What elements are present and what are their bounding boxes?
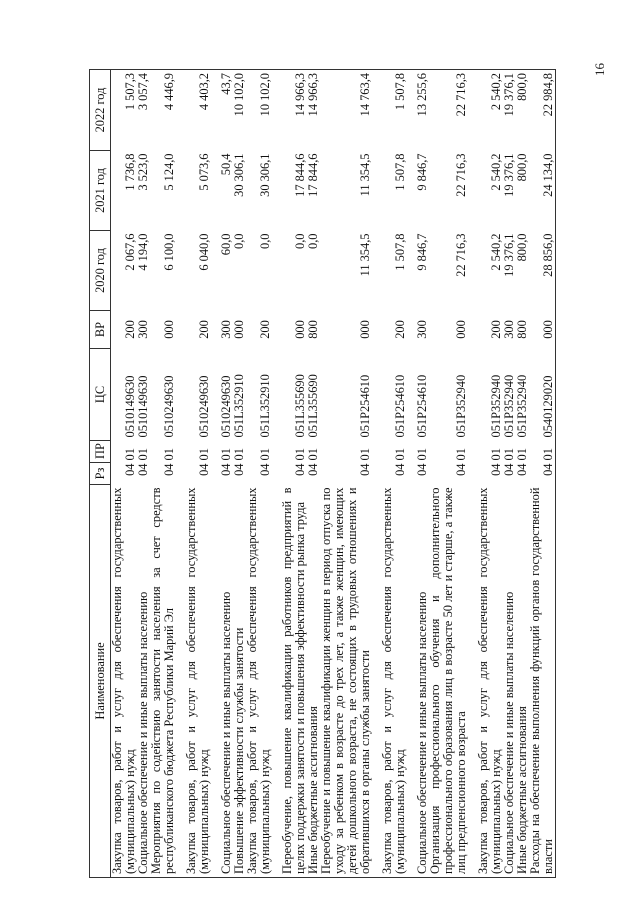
row-rz: 04 — [136, 463, 150, 476]
table-row — [429, 70, 468, 878]
row-2020: 0,0 — [306, 233, 320, 249]
row-name: Повышение эффективности службы занятости — [233, 485, 246, 878]
row-2022: 2 540,2 — [477, 70, 503, 151]
header-cs: ЦС — [90, 349, 111, 441]
row-rz: 04 — [258, 463, 272, 476]
row-2021: 3 523,0 — [136, 153, 150, 191]
row-2022: 1 507,3 — [111, 70, 138, 151]
row-2021: 24 134,0 — [529, 151, 556, 231]
row-vr: 300 — [415, 320, 429, 339]
row-pr: 01 — [358, 448, 372, 461]
table-row — [185, 70, 211, 878]
row-2022: 14 763,4 — [320, 70, 372, 151]
row-pr: 01 — [232, 448, 246, 461]
row-rz: 04 — [219, 463, 233, 476]
row-rz: 04 — [502, 463, 516, 476]
row-2022: 3 057,4 — [137, 70, 150, 151]
row-pr: 01 — [454, 448, 468, 461]
row-vr: 000 — [358, 320, 372, 339]
table-row — [529, 70, 556, 878]
row-pr: 01 — [123, 448, 137, 461]
spacer-cell — [372, 311, 381, 349]
spacer-cell — [372, 231, 381, 311]
header-2022: 2022 год — [90, 70, 111, 151]
header-2021: 2021 год — [90, 151, 111, 231]
row-2020: 2 067,6 — [123, 233, 137, 271]
row-2020: 6 100,0 — [162, 233, 176, 271]
row-2020: 60,0 — [219, 233, 233, 256]
row-2021: 17 844,6 — [306, 153, 320, 197]
spacer-cell — [468, 463, 477, 485]
row-2022: 13 255,6 — [416, 70, 429, 151]
row-2021: 1 736,8 — [123, 153, 137, 191]
header-vr: ВР — [90, 311, 111, 349]
row-name: Закупка товаров, работ и услуг для обеспечения государственных (муниципальных) нужд — [246, 485, 272, 878]
row-2022: 14 966,3 — [307, 70, 320, 151]
row-cs: 051P254610 — [415, 374, 429, 438]
row-2022: 1 507,8 — [381, 70, 407, 151]
row-2021: 17 844,6 — [293, 153, 307, 197]
table-row — [246, 70, 272, 878]
row-cs: 0510249630 — [219, 375, 233, 438]
spacer-cell — [272, 441, 281, 463]
spacer-cell — [372, 349, 381, 441]
row-2022: 14 966,3 — [281, 70, 307, 151]
row-pr: 01 — [502, 448, 516, 461]
spacer-cell — [176, 311, 185, 349]
row-name: Закупка товаров, работ и услуг для обеспечения государственных (муниципальных) нужд — [381, 485, 407, 878]
row-name: Закупка товаров, работ и услуг для обеспечения государственных (муниципальных) нужд — [477, 485, 503, 878]
row-2022: 4 403,2 — [185, 70, 211, 151]
row-2020: 11 354,5 — [358, 233, 372, 277]
row-cs: 0510149630 — [136, 375, 150, 438]
row-name: Иные бюджетные ассигнования — [307, 485, 320, 878]
header-2020: 2020 год — [90, 231, 111, 311]
row-pr: 01 — [306, 448, 320, 461]
row-2022: 10 102,0 — [233, 70, 246, 151]
row-name: Иные бюджетные ассигнования — [516, 485, 529, 878]
table-row — [281, 70, 307, 878]
spacer-cell — [272, 231, 281, 311]
table-row — [111, 70, 138, 878]
row-vr: 300 — [219, 320, 233, 339]
row-rz: 04 — [489, 463, 503, 476]
row-rz: 04 — [162, 463, 176, 476]
spacer-cell — [372, 463, 381, 485]
row-name: Переобучение, повышение квалификации работников предприятий в целях поддержки занятости и повышения эффективности рынка труда — [281, 485, 307, 878]
spacer-cell — [272, 349, 281, 441]
row-cs: 051P254610 — [393, 374, 407, 438]
row-rz: 04 — [232, 463, 246, 476]
row-rz: 04 — [415, 463, 429, 476]
row-rz: 04 — [358, 463, 372, 476]
row-vr: 300 — [136, 320, 150, 339]
row-2021: 9 846,7 — [415, 153, 429, 191]
row-2022: 19 376,1 — [503, 70, 516, 151]
row-cs: 051L355690 — [293, 374, 307, 438]
row-2021: 50,4 — [219, 153, 233, 176]
row-rz: 04 — [393, 463, 407, 476]
budget-table-rotated — [89, 70, 615, 878]
spacer-cell — [176, 463, 185, 485]
row-2020: 0,0 — [258, 233, 272, 249]
row-pr: 01 — [162, 448, 176, 461]
row-name: Социальное обеспечение и иные выплаты населению — [503, 485, 516, 878]
row-pr: 01 — [136, 448, 150, 461]
row-name: Социальное обеспечение и иные выплаты населению — [220, 485, 233, 878]
row-vr: 000 — [529, 311, 556, 349]
spacer-cell — [468, 70, 477, 151]
row-2021: 19 376,1 — [502, 153, 516, 197]
row-2020: 4 194,0 — [136, 233, 150, 271]
header-name: Наименование — [90, 485, 111, 878]
page-number: 16 — [592, 63, 607, 76]
spacer-cell — [176, 231, 185, 311]
row-rz: 04 — [293, 463, 307, 476]
row-pr: 01 — [293, 448, 307, 461]
row-name: Организация профессионального обучения и дополнительного профессионального образования лиц в возрасте 50 лет и старше, а также лиц предпенсионного возраста — [429, 485, 468, 878]
row-vr: 300 — [502, 320, 516, 339]
row-cs: 0510249630 — [162, 375, 176, 438]
header-pr: ПР — [90, 441, 111, 463]
row-name: Закупка товаров, работ и услуг для обеспечения государственных (муниципальных) нужд — [185, 485, 211, 878]
spacer-cell — [176, 70, 185, 151]
row-2021: 11 354,5 — [358, 153, 372, 197]
row-vr: 000 — [232, 320, 246, 339]
table-row — [477, 70, 503, 878]
spacer-cell — [372, 441, 381, 463]
row-vr: 200 — [258, 320, 272, 339]
row-2021: 30 306,1 — [232, 153, 246, 197]
row-2022: 800,0 — [516, 70, 529, 151]
row-cs: 051P352940 — [502, 374, 516, 438]
spacer-cell — [372, 151, 381, 231]
row-cs: 051P352940 — [454, 374, 468, 438]
row-pr: 01 — [529, 441, 556, 463]
row-2021: 2 540,2 — [489, 153, 503, 191]
spacer-cell — [176, 441, 185, 463]
row-vr: 800 — [306, 320, 320, 339]
spacer-cell — [468, 441, 477, 463]
row-2021: 5 073,6 — [197, 153, 211, 191]
row-2021: 800,0 — [515, 153, 529, 182]
row-vr: 200 — [197, 320, 211, 339]
row-rz: 04 — [197, 463, 211, 476]
spacer-cell — [468, 151, 477, 231]
row-pr: 01 — [393, 448, 407, 461]
row-2021: 1 507,8 — [393, 153, 407, 191]
row-2020: 800,0 — [515, 233, 529, 262]
table-row — [320, 70, 372, 878]
row-cs: 0510149630 — [123, 375, 137, 438]
row-rz: 04 — [306, 463, 320, 476]
spacer-cell — [272, 311, 281, 349]
row-rz: 04 — [454, 463, 468, 476]
row-cs: 051P254610 — [358, 374, 372, 438]
row-2020: 0,0 — [293, 233, 307, 249]
row-cs: 051L352910 — [232, 374, 246, 438]
table-row — [150, 70, 176, 878]
row-2021: 5 124,0 — [162, 153, 176, 191]
spacer-cell — [468, 231, 477, 311]
row-2020: 6 040,0 — [197, 233, 211, 271]
table-header-row — [90, 70, 111, 878]
row-2022: 43,7 — [220, 70, 233, 151]
row-2022: 22 716,3 — [429, 70, 468, 151]
row-rz: 04 — [515, 463, 529, 476]
row-2021: 30 306,1 — [258, 153, 272, 197]
row-vr: 000 — [162, 320, 176, 339]
row-2020: 19 376,1 — [502, 233, 516, 277]
spacer-cell — [176, 349, 185, 441]
row-cs: 0540129020 — [529, 349, 556, 441]
spacer-cell — [176, 151, 185, 231]
row-name: Расходы на обеспечение выполнения функций органов государственной власти — [529, 485, 556, 878]
row-name: Переобучение и повышение квалификации женщин в период отпуска по уходу за ребенком в возрасте до трех лет, а также женщин, имеющих детей дошкольного возраста, не состоящих в трудовых отношениях и обратившихся в органы службы занятости — [320, 485, 372, 878]
row-pr: 01 — [197, 448, 211, 461]
table-body — [111, 70, 556, 878]
row-pr: 01 — [258, 448, 272, 461]
row-name: Закупка товаров, работ и услуг для обеспечения государственных (муниципальных) нужд — [111, 485, 138, 878]
row-cs: 051L352910 — [258, 374, 272, 438]
row-cs: 051P352940 — [489, 374, 503, 438]
row-2021: 22 716,3 — [454, 153, 468, 197]
row-cs: 051L355690 — [306, 374, 320, 438]
row-vr: 200 — [393, 320, 407, 339]
row-2022: 10 102,0 — [246, 70, 272, 151]
row-2020: 22 716,3 — [454, 233, 468, 277]
row-2022: 4 446,9 — [150, 70, 176, 151]
spacer-cell — [468, 349, 477, 441]
row-2022: 22 984,8 — [529, 70, 556, 151]
row-2020: 0,0 — [232, 233, 246, 249]
row-pr: 01 — [515, 448, 529, 461]
row-name: Социальное обеспечение и иные выплаты населению — [137, 485, 150, 878]
spacer-cell — [272, 463, 281, 485]
row-vr: 200 — [489, 320, 503, 339]
row-2020: 2 540,2 — [489, 233, 503, 271]
row-vr: 000 — [293, 320, 307, 339]
row-2020: 9 846,7 — [415, 233, 429, 271]
spacer-cell — [468, 311, 477, 349]
row-name: Мероприятия по содействию занятости населения за счет средств республиканского бюджета Республики Марий Эл — [150, 485, 176, 878]
spacer-cell — [272, 151, 281, 231]
row-cs: 0510249630 — [197, 375, 211, 438]
row-vr: 200 — [123, 320, 137, 339]
budget-table — [89, 69, 556, 878]
row-cs: 051P352940 — [515, 374, 529, 438]
row-2020: 28 856,0 — [529, 231, 556, 311]
row-pr: 01 — [489, 448, 503, 461]
row-rz: 04 — [123, 463, 137, 476]
row-name: Социальное обеспечение и иные выплаты населению — [416, 485, 429, 878]
table-row — [381, 70, 407, 878]
spacer-cell — [372, 70, 381, 151]
row-vr: 000 — [454, 320, 468, 339]
row-vr: 800 — [515, 320, 529, 339]
row-rz: 04 — [529, 463, 556, 485]
header-rz: Рз — [90, 463, 111, 485]
row-pr: 01 — [219, 448, 233, 461]
row-2020: 1 507,8 — [393, 233, 407, 271]
row-pr: 01 — [415, 448, 429, 461]
spacer-cell — [272, 70, 281, 151]
